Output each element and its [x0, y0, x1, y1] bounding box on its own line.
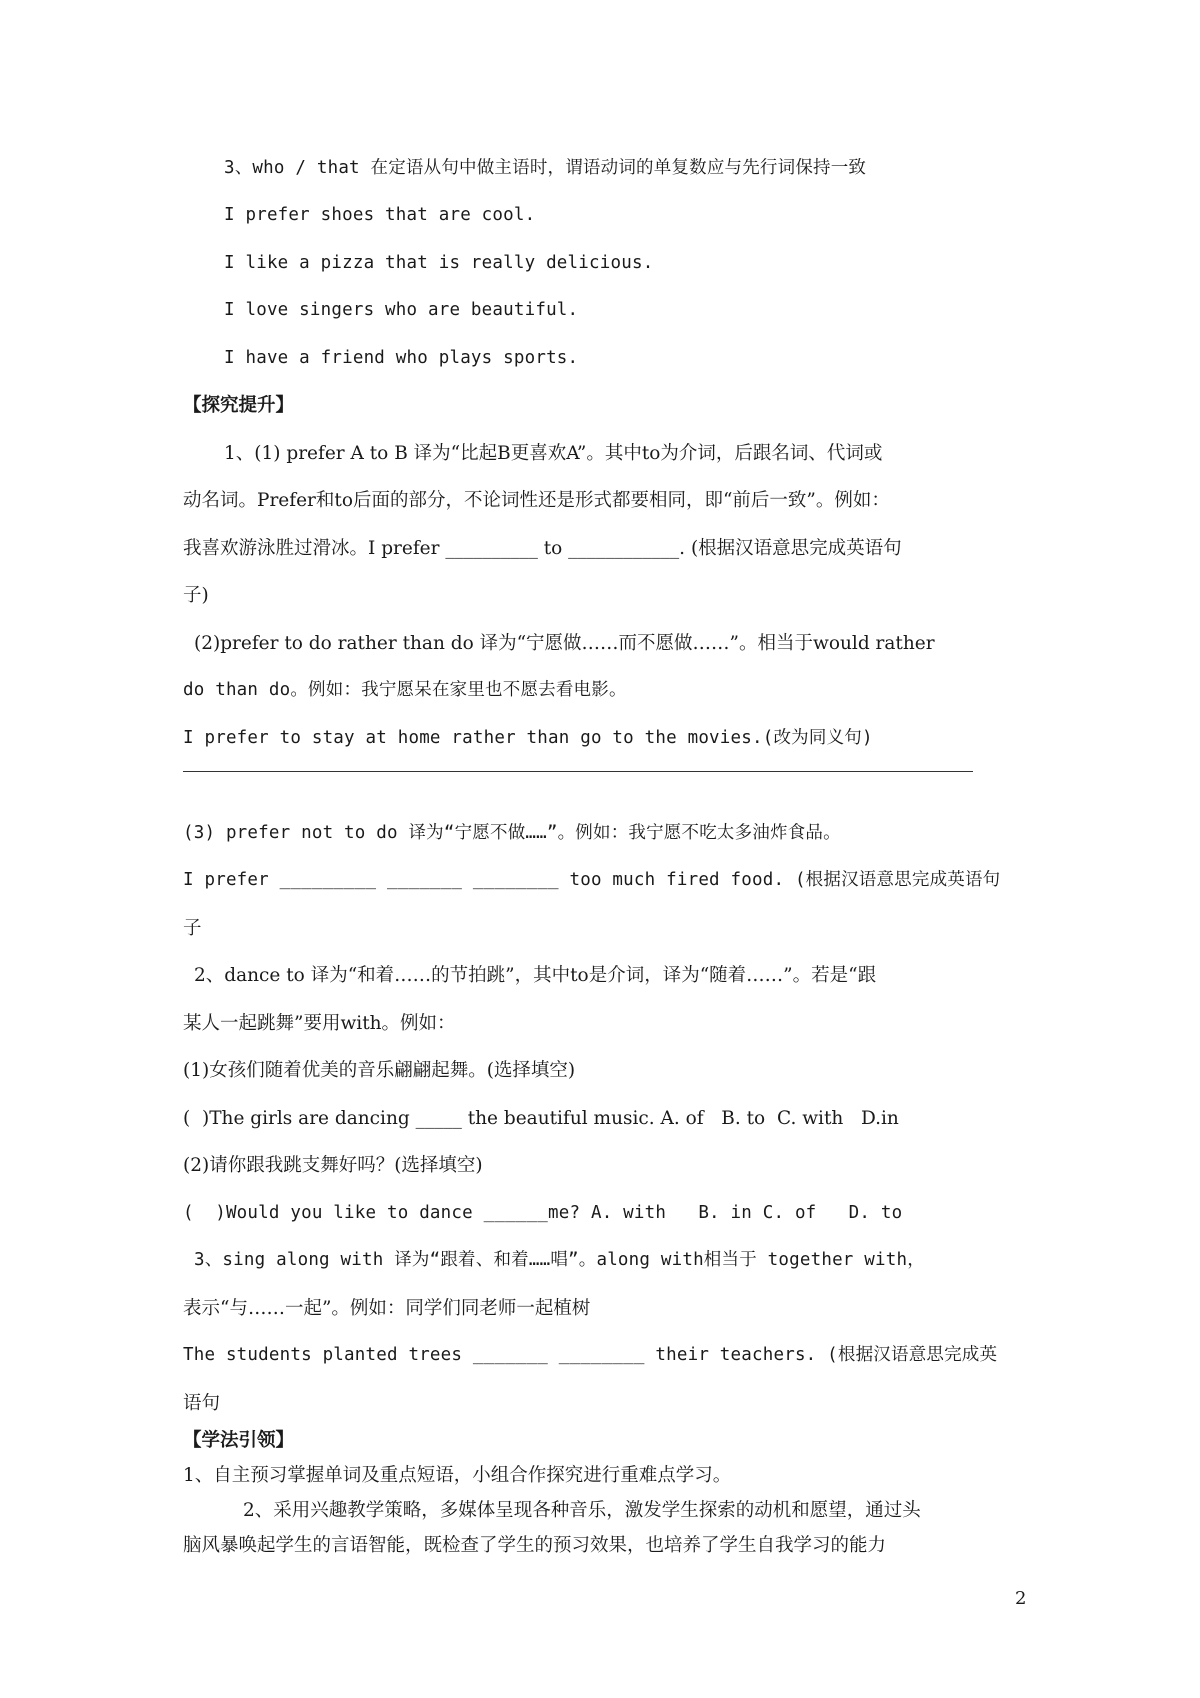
- exercise-question: ( )Would you like to dance ______me? A. with B. in C. of D. to: [183, 1203, 903, 1223]
- paragraph-line: 脑风暴唤起学生的言语智能，既检查了学生的预习效果，也培养了学生自我学习的能力: [183, 1535, 887, 1556]
- paragraph-line: (2)prefer to do rather than do 译为“宁愿做……而不愿做……”。相当于would rather: [194, 633, 935, 654]
- example-sentence: I like a pizza that is really delicious.: [224, 253, 654, 273]
- paragraph-line: 1、(1) prefer A to B 译为“比起B更喜欢A”。其中to为介词，后跟名词、代词或: [224, 443, 883, 464]
- paragraph-line: I prefer _________ _______ ________ too much fired food. (根据汉语意思完成英语句: [183, 870, 1001, 890]
- exercise-question: ( )The girls are dancing _____ the beautiful music. A. of B. to C. with D.in: [183, 1108, 899, 1129]
- page-number: 2: [1015, 1588, 1027, 1609]
- rule-3-heading: 3、who / that 在定语从句中做主语时，谓语动词的单复数应与先行词保持一致: [224, 158, 867, 178]
- paragraph-line: The students planted trees _______ ________ their teachers. (根据汉语意思完成英: [183, 1345, 998, 1365]
- paragraph-line: 3、sing along with 译为“跟着、和着……唱”。along with相当于 together with，: [194, 1250, 925, 1270]
- paragraph-line: 2、采用兴趣教学策略，多媒体呈现各种音乐，激发学生探索的动机和愿望，通过头: [243, 1500, 921, 1521]
- paragraph-line: 某人一起跳舞”要用with。例如：: [183, 1013, 456, 1034]
- paragraph-line: do than do。例如：我宁愿呆在家里也不愿去看电影。: [183, 680, 627, 700]
- paragraph-line: 1、自主预习掌握单词及重点短语，小组合作探究进行重难点学习。: [183, 1465, 732, 1486]
- section-heading-explore: 【探究提升】: [183, 395, 295, 416]
- paragraph-line: I prefer to stay at home rather than go to the movies.(改为同义句): [183, 728, 873, 748]
- example-sentence: I prefer shoes that are cool.: [224, 205, 536, 225]
- section-heading-method: 【学法引领】: [183, 1430, 295, 1451]
- paragraph-line: (2)请你跟我跳支舞好吗？(选择填空): [183, 1155, 483, 1176]
- paragraph-line: 子: [183, 918, 202, 939]
- paragraph-line: (1)女孩们随着优美的音乐翩翩起舞。(选择填空): [183, 1060, 576, 1081]
- paragraph-line: 动名词。Prefer和to后面的部分，不论词性还是形式都要相同，即“前后一致”。例如：: [183, 490, 890, 511]
- example-sentence: I love singers who are beautiful.: [224, 300, 579, 320]
- paragraph-line: 子): [183, 585, 209, 606]
- paragraph-line: 2、dance to 译为“和着……的节拍跳”，其中to是介词，译为“随着……”。若是“跟: [194, 965, 877, 986]
- example-sentence: I have a friend who plays sports.: [224, 348, 579, 368]
- paragraph-line: 语句: [183, 1393, 221, 1414]
- answer-blank-line: [183, 771, 973, 772]
- paragraph-line: (3) prefer not to do 译为“宁愿不做……”。例如：我宁愿不吃太多油炸食品。: [183, 823, 841, 843]
- paragraph-line: 表示“与……一起”。例如：同学们同老师一起植树: [183, 1298, 591, 1319]
- paragraph-line: 我喜欢游泳胜过滑冰。I prefer __________ to ____________. (根据汉语意思完成英语句: [183, 538, 902, 559]
